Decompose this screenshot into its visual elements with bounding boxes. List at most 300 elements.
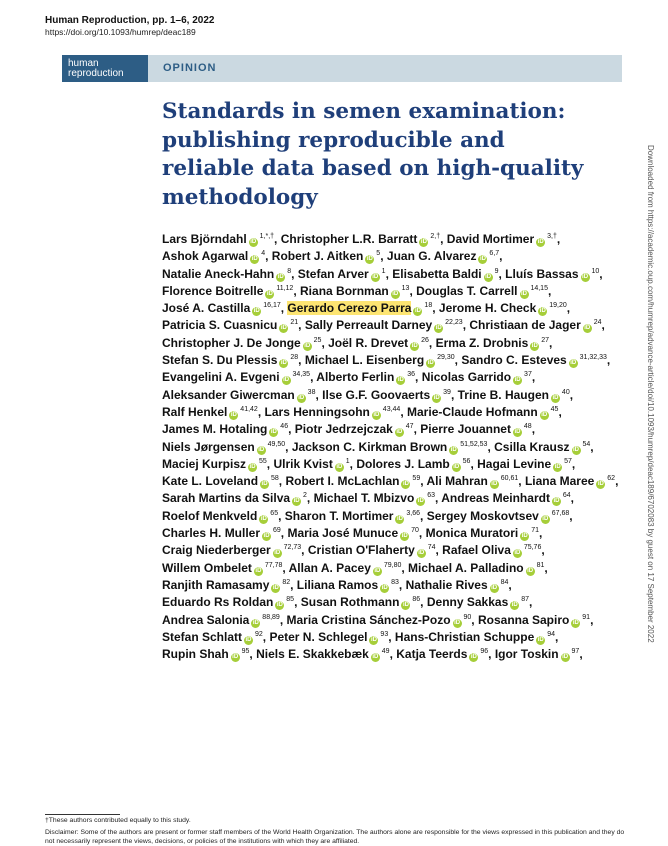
author-affiliation: 16,17	[261, 302, 281, 310]
author-affiliation: 48	[521, 423, 532, 431]
author-affiliation: 11,12	[274, 284, 294, 292]
author-entry: Riana Bornman iD $^{13}$,	[300, 283, 413, 298]
author-entry: Andreas Meinhardt iD $^{64}$,	[441, 491, 575, 506]
author-affiliation: 49	[379, 648, 390, 656]
orcid-icon[interactable]: iD	[453, 463, 460, 470]
author-entry: Andrea Salonia iD $^{88,89}$,	[162, 612, 284, 627]
orcid-icon[interactable]: iD	[514, 429, 521, 436]
orcid-icon[interactable]: iD	[584, 325, 591, 332]
author-entry: Willem Ombelet iD $^{77,78}$,	[162, 560, 286, 575]
author-name[interactable]: Ilse G.F. Goovaerts	[322, 387, 431, 402]
author-affiliation: 2	[301, 492, 307, 500]
orcid-icon[interactable]: iD	[401, 533, 408, 540]
author-name[interactable]: Michael A. Palladino	[408, 560, 524, 575]
author-name[interactable]: Ali Mahran	[426, 474, 488, 489]
orcid-icon[interactable]: iD	[511, 602, 518, 609]
author-affiliation: 45	[548, 405, 559, 413]
orcid-icon[interactable]: iD	[491, 584, 498, 591]
author-name[interactable]: Eduardo Rs Roldan	[162, 595, 274, 610]
orcid-icon[interactable]: iD	[527, 567, 534, 574]
author-affiliation: 37	[522, 371, 532, 379]
author-name[interactable]: Marie-Claude Hofmann	[407, 404, 538, 419]
author-name[interactable]: Andrea Salonia	[162, 612, 250, 627]
author-name[interactable]: Lluís Bassas	[505, 266, 579, 281]
author-affiliation: 88,89	[260, 613, 280, 621]
author-affiliation: 36	[405, 371, 416, 379]
author-name[interactable]: Alberto Ferlin	[316, 370, 395, 385]
orcid-icon[interactable]: iD	[433, 394, 440, 401]
orcid-icon[interactable]: iD	[414, 308, 421, 315]
author-affiliation: 19,20	[547, 302, 567, 310]
author-affiliation: 40	[559, 388, 570, 396]
author-affiliation: 86	[410, 596, 421, 604]
orcid-icon[interactable]: iD	[554, 463, 561, 470]
author-affiliation: 51,52,53	[458, 440, 488, 448]
author-entry: Christopher L.R. Barratt iD $^{2,\dagger}$,	[280, 232, 444, 246]
author-entry: Niels Jørgensen iD $^{49,50}$,	[162, 439, 289, 454]
author-name[interactable]: Christiaan de Jager	[469, 318, 581, 333]
logo-line-1: human	[68, 58, 99, 69]
author-affiliation: 38	[305, 388, 316, 396]
journal-citation: Human Reproduction, pp. 1–6, 2022	[45, 15, 215, 26]
orcid-icon[interactable]: iD	[298, 394, 305, 401]
orcid-icon[interactable]: iD	[277, 273, 284, 280]
orcid-icon[interactable]: iD	[514, 377, 521, 384]
orcid-icon[interactable]: iD	[255, 567, 262, 574]
journal-logo	[62, 55, 148, 82]
orcid-icon[interactable]: iD	[427, 360, 434, 367]
author-entry: Nathalie Rives iD $^{84}$,	[405, 577, 512, 592]
author-name[interactable]: Denny Sakkas	[426, 595, 509, 610]
author-affiliation: 25	[311, 336, 322, 344]
orcid-icon[interactable]: iD	[372, 273, 379, 280]
orcid-icon[interactable]: iD	[232, 654, 239, 661]
orcid-icon[interactable]: iD	[573, 446, 580, 453]
orcid-icon[interactable]: iD	[479, 256, 486, 263]
author-name[interactable]: Hans-Christian Schuppe	[394, 629, 535, 644]
author-name[interactable]: Florence Boitrelle	[162, 283, 264, 298]
author-name[interactable]: Elisabetta Baldi	[392, 266, 482, 281]
author-affiliation: 77,78	[262, 561, 283, 569]
orcid-icon[interactable]: iD	[402, 602, 409, 609]
author-name[interactable]: Peter N. Schlegel	[269, 629, 368, 644]
author-affiliation: 56	[460, 457, 471, 465]
orcid-icon[interactable]: iD	[250, 239, 257, 245]
author-affiliation: 67,68	[549, 509, 570, 517]
author-entry: Aleksander Giwercman iD $^{38}$,	[162, 387, 319, 402]
author-entry: Cristian O'Flaherty iD $^{74}$,	[307, 543, 439, 558]
author-entry: Christopher J. De Jonge iD $^{25}$,	[162, 335, 325, 350]
author-entry: Patricia S. Cuasnicu iD $^{21}$,	[162, 318, 302, 333]
orcid-icon[interactable]: iD	[270, 429, 277, 436]
author-affiliation: 58	[269, 475, 279, 483]
author-affiliation: 91	[580, 613, 591, 621]
author-entry: Lars Björndahl iD $^{1,*,\dagger}$,	[162, 232, 278, 246]
author-entry: Nicolas Garrido iD $^{37}$,	[421, 370, 536, 385]
author-entry: Maciej Kurpisz iD $^{55}$,	[162, 456, 271, 471]
download-notice-text: Downloaded from https://academic.oup.com/humrep/advance-article/doi/10.1093/humrep/deac189/6702083 by guest on 17 September 2022	[646, 145, 655, 643]
author-name[interactable]: Piotr Jedrzejczak	[294, 422, 393, 437]
author-affiliation: 39	[441, 388, 451, 396]
author-name[interactable]: Stefan Schlatt	[162, 629, 243, 644]
author-name[interactable]: Gerardo Cerezo Parra	[287, 301, 412, 316]
author-affiliation: 97	[569, 648, 580, 656]
author-entry: Alberto Ferlin iD $^{36}$,	[316, 370, 419, 385]
author-name[interactable]: Stefan S. Du Plessis	[162, 353, 278, 368]
author-name[interactable]: Lars Henningsohn	[264, 404, 370, 419]
orcid-icon[interactable]: iD	[283, 377, 290, 384]
author-name[interactable]: Nicolas Garrido	[421, 370, 512, 385]
orcid-icon[interactable]: iD	[261, 481, 268, 488]
author-name[interactable]: Rafael Oliva	[442, 543, 511, 558]
orcid-icon[interactable]: iD	[396, 515, 403, 522]
author-affiliation: 41,42	[238, 405, 258, 413]
author-entry: José A. Castilla iD $^{16,17}$,	[162, 301, 285, 316]
author-name[interactable]: Ashok Agarwal	[162, 249, 249, 264]
orcid-icon[interactable]: iD	[263, 533, 270, 540]
orcid-icon[interactable]: iD	[531, 342, 538, 349]
author-entry: Sandro C. Esteves iD $^{31,32,33}$,	[461, 353, 611, 368]
orcid-icon[interactable]: iD	[562, 654, 569, 661]
orcid-icon[interactable]: iD	[304, 342, 311, 349]
orcid-icon[interactable]: iD	[249, 463, 256, 470]
author-name[interactable]: Katja Teerds	[396, 647, 468, 662]
author-entry: Denny Sakkas iD $^{87}$,	[426, 595, 533, 610]
orcid-icon[interactable]: iD	[251, 256, 258, 263]
orcid-icon[interactable]: iD	[435, 325, 442, 332]
author-name[interactable]: Sandro C. Esteves	[461, 353, 567, 368]
orcid-icon[interactable]: iD	[541, 411, 548, 418]
author-affiliation: 72,73	[281, 544, 302, 552]
orcid-icon[interactable]: iD	[420, 239, 427, 245]
author-affiliation: 13	[399, 284, 410, 292]
orcid-icon[interactable]: iD	[582, 273, 589, 280]
author-name[interactable]: Stefan Arver	[297, 266, 369, 281]
author-affiliation: 70	[409, 527, 419, 535]
author-name[interactable]: Csilla Krausz	[494, 439, 570, 454]
orcid-icon[interactable]: iD	[417, 498, 424, 505]
author-affiliation: 81	[534, 561, 545, 569]
orcid-icon[interactable]: iD	[450, 446, 457, 453]
author-name[interactable]: Charles H. Muller	[162, 526, 261, 541]
author-name[interactable]: Kate L. Loveland	[162, 474, 259, 489]
author-name[interactable]: Evangelini A. Evgeni	[162, 370, 280, 385]
footnote-rule	[45, 814, 120, 815]
author-entry: Natalie Aneck-Hahn iD $^8$,	[162, 266, 295, 281]
author-entry: Stefan Arver iD $^1$,	[297, 266, 389, 281]
author-entry: Ralf Henkel iD $^{41,42}$,	[162, 404, 262, 419]
orcid-icon[interactable]: iD	[381, 584, 388, 591]
author-entry: Michael L. Eisenberg iD $^{29,30}$,	[304, 353, 458, 368]
author-entry: Ashok Agarwal iD $^4$,	[162, 249, 269, 264]
author-name[interactable]: Ralf Henkel	[162, 404, 228, 419]
orcid-icon[interactable]: iD	[537, 636, 544, 643]
author-entry: Liliana Ramos iD $^{83}$,	[296, 577, 403, 592]
orcid-icon[interactable]: iD	[374, 567, 381, 574]
orcid-icon[interactable]: iD	[366, 256, 373, 263]
orcid-icon[interactable]: iD	[372, 654, 379, 661]
author-affiliation: 22,23	[443, 319, 463, 327]
footnote-equal-contribution: †These authors contributed equally to this study.	[45, 817, 191, 824]
author-name[interactable]: Monica Muratori	[425, 526, 519, 541]
author-affiliation: 94	[545, 630, 555, 638]
author-affiliation: 18	[422, 302, 433, 310]
orcid-icon[interactable]: iD	[373, 411, 380, 418]
orcid-icon[interactable]: iD	[280, 325, 287, 332]
orcid-icon[interactable]: iD	[521, 290, 527, 297]
author-entry: Monica Muratori iD $^{71}$,	[425, 526, 543, 541]
author-name[interactable]: Sharon T. Mortimer	[284, 508, 394, 523]
orcid-icon[interactable]: iD	[260, 515, 267, 522]
author-affiliation: 26	[419, 336, 429, 344]
orcid-icon[interactable]: iD	[245, 636, 252, 643]
author-name[interactable]: Willem Ombelet	[162, 560, 252, 575]
author-name[interactable]: Dolores J. Lamb	[356, 456, 450, 471]
orcid-icon[interactable]: iD	[230, 411, 237, 418]
orcid-icon[interactable]: iD	[539, 308, 546, 315]
orcid-icon[interactable]: iD	[397, 377, 404, 384]
orcid-icon[interactable]: iD	[280, 360, 287, 367]
author-name[interactable]: Pierre Jouannet	[420, 422, 511, 437]
orcid-icon[interactable]: iD	[253, 308, 260, 315]
orcid-icon[interactable]: iD	[470, 654, 477, 661]
author-affiliation: 55	[257, 457, 267, 465]
author-affiliation: 85	[284, 596, 295, 604]
author-entry: Kate L. Loveland iD $^{58}$,	[162, 474, 283, 489]
author-affiliation: 10	[589, 267, 600, 275]
author-name[interactable]: Robert I. McLachlan	[285, 474, 400, 489]
author-name[interactable]: Maciej Kurpisz	[162, 456, 247, 471]
orcid-icon[interactable]: iD	[570, 360, 577, 367]
footnote-disclaimer: Disclaimer: Some of the authors are present or former staff members of the World Health Organization. The authors alone are responsible for the views expressed in this publication and they do not necessarily represent the views, decisions, or policies of the institutions with which they are affiliated.	[45, 829, 625, 845]
author-name[interactable]: Michael L. Eisenberg	[304, 353, 425, 368]
author-name[interactable]: Patricia S. Cuasnicu	[162, 318, 278, 333]
author-name[interactable]: Ulrik Kvist	[273, 456, 333, 471]
author-name[interactable]: Sergey Moskovtsev	[426, 508, 539, 523]
author-affiliation: 9	[492, 267, 499, 275]
author-entry: Sally Perreault Darney iD $^{22,23}$,	[304, 318, 467, 333]
author-affiliation: 71	[529, 527, 539, 535]
orcid-icon[interactable]: iD	[597, 481, 604, 488]
author-affiliation: 83	[389, 578, 399, 586]
author-name[interactable]: Andreas Meinhardt	[441, 491, 550, 506]
orcid-icon[interactable]: iD	[266, 290, 273, 297]
author-name[interactable]: Maria Cristina Sánchez-Pozo	[286, 612, 451, 627]
orcid-icon[interactable]: iD	[392, 290, 399, 297]
author-name[interactable]: Susan Rothmann	[300, 595, 400, 610]
author-name[interactable]: Roelof Menkveld	[162, 508, 258, 523]
author-entry: Liana Maree iD $^{62}$,	[524, 474, 619, 489]
author-entry: Ranjith Ramasamy iD $^{82}$,	[162, 577, 294, 592]
author-entry: Allan A. Pacey iD $^{79,80}$,	[288, 560, 405, 575]
author-entry: Piotr Jedrzejczak iD $^{47}$,	[294, 422, 417, 437]
author-entry: Trine B. Haugen iD $^{40}$,	[457, 387, 574, 402]
author-entry: Marie-Claude Hofmann iD $^{45}$,	[407, 404, 562, 419]
author-entry: Sergey Moskovtsev iD $^{67,68}$,	[426, 508, 573, 523]
author-name[interactable]: Jackson C. Kirkman Brown	[291, 439, 448, 454]
author-affiliation: 21	[288, 319, 299, 327]
author-entry: Robert I. McLachlan iD $^{59}$,	[285, 474, 424, 489]
author-name[interactable]: Maria José Munuce	[287, 526, 399, 541]
author-name[interactable]: Craig Niederberger	[162, 543, 271, 558]
article-title: Standards in semen examination: publishing reproducible and reliable data based on high-quality methodology	[162, 99, 584, 210]
author-entry: Douglas T. Carrell iD $^{14,15}$,	[416, 283, 552, 298]
author-affiliation: 3,66	[404, 509, 421, 517]
author-name[interactable]: Ranjith Ramasamy	[162, 577, 270, 592]
author-name[interactable]: Hagai Levine	[477, 456, 552, 471]
author-entry: Sarah Martins da Silva iD $^2$,	[162, 491, 311, 506]
author-affiliation: 2,†	[428, 233, 441, 240]
author-affiliation: 79,80	[381, 561, 402, 569]
author-name[interactable]: James M. Hotaling	[162, 422, 268, 437]
orcid-icon[interactable]: iD	[521, 533, 528, 540]
author-affiliation: 28	[288, 354, 299, 362]
author-entry: Robert J. Aitken iD $^5$,	[271, 249, 384, 264]
orcid-icon[interactable]: iD	[491, 481, 498, 488]
author-affiliation: 69	[271, 527, 281, 535]
author-affiliation: 60,61	[498, 475, 519, 483]
orcid-icon[interactable]: iD	[396, 429, 403, 436]
author-affiliation: 14,15	[528, 284, 548, 292]
author-entry: Ali Mahran iD $^{60,61}$,	[426, 474, 522, 489]
author-entry: Craig Niederberger iD $^{72,73}$,	[162, 543, 305, 558]
author-entry: Hagai Levine iD $^{57}$,	[477, 456, 576, 471]
author-affiliation: 93	[378, 630, 389, 638]
author-entry: Elisabetta Baldi iD $^9$,	[392, 266, 502, 281]
author-name[interactable]: David Mortimer	[446, 232, 535, 246]
author-name[interactable]: Douglas T. Carrell	[416, 283, 518, 298]
author-entry: Charles H. Muller iD $^{69}$,	[162, 526, 285, 541]
orcid-icon[interactable]: iD	[537, 239, 544, 245]
author-name[interactable]: Christopher J. De Jonge	[162, 335, 301, 350]
orcid-icon[interactable]: iD	[336, 463, 343, 470]
author-name[interactable]: Joël R. Drevet	[328, 335, 409, 350]
author-affiliation: 6,7	[487, 250, 500, 258]
author-name[interactable]: Natalie Aneck-Hahn	[162, 266, 275, 281]
author-entry: Stefan S. Du Plessis iD $^{28}$,	[162, 353, 302, 368]
orcid-icon[interactable]: iD	[514, 550, 521, 557]
author-name[interactable]: Robert J. Aitken	[271, 249, 364, 264]
author-entry: Florence Boitrelle iD $^{11,12}$,	[162, 283, 297, 298]
orcid-icon[interactable]: iD	[293, 498, 300, 505]
author-name[interactable]: Christopher L.R. Barratt	[280, 232, 418, 246]
author-entry: Gerardo Cerezo Parra iD $^{18}$,	[287, 301, 436, 316]
author-affiliation: 74	[425, 544, 436, 552]
author-affiliation: 95	[239, 648, 250, 656]
author-entry: Erma Z. Drobnis iD $^{27}$,	[435, 335, 553, 350]
author-affiliation: 96	[478, 648, 489, 656]
orcid-icon[interactable]: iD	[572, 619, 579, 626]
author-name[interactable]: Trine B. Haugen	[457, 387, 549, 402]
author-name[interactable]: José A. Castilla	[162, 301, 251, 316]
orcid-icon[interactable]: iD	[553, 498, 560, 505]
author-name[interactable]: Niels Jørgensen	[162, 439, 255, 454]
orcid-icon[interactable]: iD	[252, 619, 259, 626]
author-entry: Michael T. Mbizvo iD $^{63}$,	[313, 491, 439, 506]
orcid-icon[interactable]: iD	[276, 602, 283, 609]
orcid-icon[interactable]: iD	[258, 446, 265, 453]
author-affiliation: 92	[253, 630, 263, 638]
author-name[interactable]: Rupin Shah	[162, 647, 229, 662]
author-name[interactable]: Jerome H. Check	[438, 301, 537, 316]
logo-line-2: reproduction	[68, 68, 124, 79]
author-affiliation: 1	[343, 457, 350, 465]
author-name[interactable]: Igor Toskin	[494, 647, 559, 662]
author-affiliation: 54	[580, 440, 591, 448]
author-entry: Hans-Christian Schuppe iD $^{94}$,	[394, 629, 559, 644]
author-name[interactable]: Riana Bornman	[300, 283, 389, 298]
orcid-icon[interactable]: iD	[552, 394, 559, 401]
author-entry: Ilse G.F. Goovaerts iD $^{39}$,	[322, 387, 455, 402]
author-name[interactable]: Allan A. Pacey	[288, 560, 371, 575]
author-name[interactable]: Juan G. Alvarez	[386, 249, 477, 264]
orcid-icon[interactable]: iD	[418, 550, 425, 557]
author-affiliation: 90	[461, 613, 472, 621]
doi-link[interactable]: https://doi.org/10.1093/humrep/deac189	[45, 27, 196, 37]
author-affiliation: 31,32,33	[577, 354, 607, 362]
author-name[interactable]: Nathalie Rives	[405, 577, 488, 592]
author-name[interactable]: Michael T. Mbizvo	[313, 491, 415, 506]
author-entry: David Mortimer iD $^{3,\dagger}$,	[446, 232, 561, 246]
author-affiliation: 1,*,†	[257, 233, 275, 240]
author-name[interactable]: Rosanna Sapiro	[477, 612, 570, 627]
orcid-icon[interactable]: iD	[272, 584, 279, 591]
author-affiliation: 62	[605, 475, 616, 483]
orcid-icon[interactable]: iD	[411, 342, 418, 349]
author-affiliation: 5	[374, 250, 381, 258]
author-affiliation: 87	[519, 596, 529, 604]
author-name[interactable]: Liana Maree	[524, 474, 595, 489]
author-name[interactable]: Lars Björndahl	[162, 232, 247, 246]
orcid-icon[interactable]: iD	[454, 619, 461, 626]
author-entry: Christiaan de Jager iD $^{24}$,	[469, 318, 605, 333]
author-affiliation: 65	[268, 509, 279, 517]
author-entry: Katja Teerds iD $^{96}$,	[396, 647, 492, 662]
author-name[interactable]: Niels E. Skakkebæk	[256, 647, 369, 662]
author-entry: Rupin Shah iD $^{95}$,	[162, 647, 253, 662]
author-entry: Niels E. Skakkebæk iD $^{49}$,	[256, 647, 393, 662]
author-entry: Ulrik Kvist iD $^1$,	[273, 456, 353, 471]
author-entry: Jackson C. Kirkman Brown iD $^{51,52,53}$,	[291, 439, 491, 454]
author-entry: Stefan Schlatt iD $^{92}$,	[162, 629, 267, 644]
author-entry: Maria Cristina Sánchez-Pozo iD $^{90}$,	[286, 612, 475, 627]
orcid-icon[interactable]: iD	[542, 515, 549, 522]
author-name[interactable]: Aleksander Giwercman	[162, 387, 295, 402]
author-name[interactable]: Liliana Ramos	[296, 577, 379, 592]
author-affiliation: 75,76	[521, 544, 542, 552]
author-name[interactable]: Sally Perreault Darney	[304, 318, 433, 333]
orcid-icon[interactable]: iD	[485, 273, 492, 280]
author-name[interactable]: Erma Z. Drobnis	[435, 335, 529, 350]
author-entry: Rafael Oliva iD $^{75,76}$,	[442, 543, 545, 558]
author-name[interactable]: Cristian O'Flaherty	[307, 543, 415, 558]
author-name[interactable]: Sarah Martins da Silva	[162, 491, 291, 506]
author-affiliation: 49,50	[265, 440, 286, 448]
author-entry: Sharon T. Mortimer iD $^{3,66}$,	[284, 508, 424, 523]
orcid-icon[interactable]: iD	[370, 636, 377, 643]
author-entry: Csilla Krausz iD $^{54}$,	[494, 439, 594, 454]
author-affiliation: 59	[410, 475, 421, 483]
download-notice	[645, 145, 655, 825]
author-list	[162, 231, 632, 663]
author-affiliation: 47	[403, 423, 414, 431]
author-entry: Peter N. Schlegel iD $^{93}$,	[269, 629, 392, 644]
author-entry: Rosanna Sapiro iD $^{91}$,	[477, 612, 594, 627]
author-affiliation: 84	[498, 578, 509, 586]
orcid-icon[interactable]: iD	[274, 550, 281, 557]
section-label: OPINION	[163, 62, 217, 74]
orcid-icon[interactable]: iD	[402, 481, 409, 488]
